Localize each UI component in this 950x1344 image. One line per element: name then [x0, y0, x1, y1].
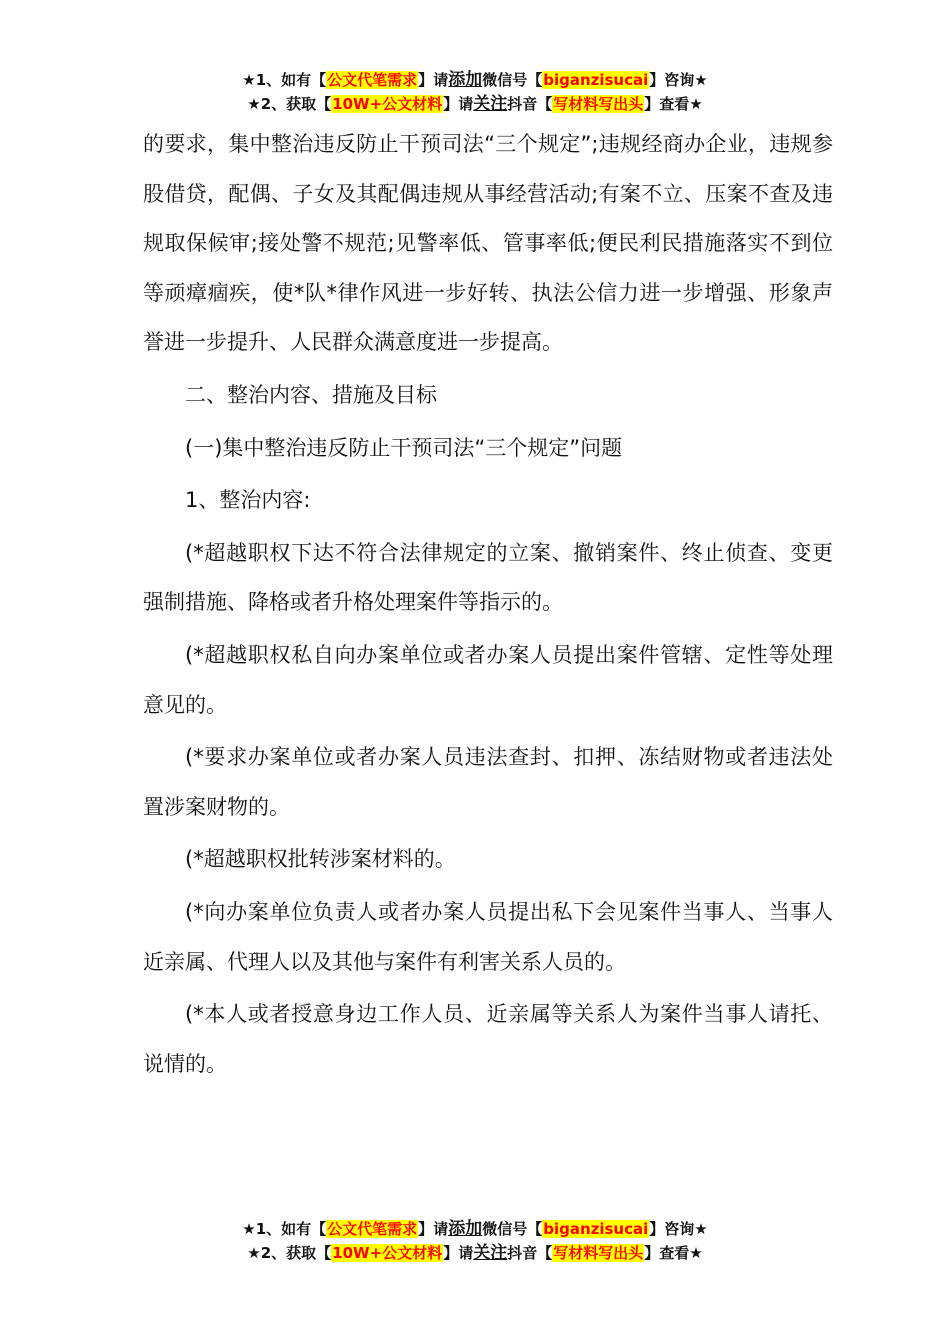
section-heading: 二、整治内容、措施及目标 [185, 382, 437, 407]
list-item: (*超越职权下达不符合法律规定的立案、撤销案件、终止侦查、变更强制措施、降格或者升格处理案件等指示的。 [143, 540, 833, 615]
promo-highlight: 10W+公文材料 [332, 95, 443, 113]
promo-emphasis: 添加 [448, 1219, 483, 1239]
promo-text: ★2、获取【 [247, 1244, 332, 1262]
promo-line-1 [0, 1217, 950, 1241]
document-body [143, 120, 833, 1089]
list-item: (*要求办案单位或者办案人员违法查封、扣押、冻结财物或者违法处置涉案财物的。 [143, 745, 833, 819]
promo-text: 】咨询★ [649, 1220, 708, 1238]
promo-text: 】请 [443, 95, 474, 113]
promo-highlight: 写材料写出头 [553, 95, 644, 113]
promo-highlight: biganzisucai [543, 1220, 649, 1238]
promo-text: 】查看★ [644, 1244, 703, 1262]
subsection-heading: 1、整治内容: [185, 488, 311, 513]
list-item: (*超越职权批转涉案材料的。 [185, 847, 456, 872]
promo-text: 】请 [418, 71, 449, 89]
promo-emphasis: 关注 [473, 94, 508, 114]
promo-emphasis: 添加 [448, 70, 483, 90]
promo-highlight: 10W+公文材料 [332, 1244, 443, 1262]
subsection-heading: (一)集中整治违反防止干预司法“三个规定”问题 [185, 435, 623, 460]
list-item: (*本人或者授意身边工作人员、近亲属等关系人为案件当事人请托、说情的。 [143, 1002, 833, 1076]
promo-text: 抖音【 [507, 1244, 553, 1262]
promo-highlight: biganzisucai [543, 71, 649, 89]
promo-text: ★2、获取【 [247, 95, 332, 113]
promo-emphasis: 关注 [473, 1243, 508, 1263]
promo-text: 】请 [418, 1220, 449, 1238]
promo-line-1 [0, 68, 950, 92]
header-promo-banner [0, 68, 950, 116]
promo-text: 微信号【 [482, 1220, 543, 1238]
promo-line-2 [0, 92, 950, 116]
promo-text: 】咨询★ [649, 71, 708, 89]
promo-text: 】请 [443, 1244, 474, 1262]
promo-text: 】查看★ [644, 95, 703, 113]
promo-highlight: 公文代笔需求 [327, 71, 418, 89]
promo-highlight: 公文代笔需求 [327, 1220, 418, 1238]
footer-promo-banner [0, 1217, 950, 1265]
list-item: (*超越职权私自向办案单位或者办案人员提出案件管辖、定性等处理意见的。 [143, 642, 833, 717]
promo-text: 抖音【 [507, 95, 553, 113]
paragraph: 的要求，集中整治违反防止干预司法“三个规定”;违规经商办企业，违规参股借贷，配偶、子女及其配偶违规从事经营活动;有案不立、压案不查及违规取保候审;接处警不规范;见警率低、管事率低;便民利民措施落实不到位等顽瘴痼疾，使*队*律作风进一步好转、执法公信力进一步增强、形象声誉进一步提升、人民群众满意度进一步提高。 [143, 132, 833, 355]
promo-text: ★1、如有【 [242, 71, 327, 89]
promo-line-2 [0, 1241, 950, 1265]
list-item: (*向办案单位负责人或者办案人员提出私下会见案件当事人、当事人近亲属、代理人以及其他与案件有利害关系人员的。 [143, 899, 833, 974]
promo-text: ★1、如有【 [242, 1220, 327, 1238]
promo-highlight: 写材料写出头 [553, 1244, 644, 1262]
promo-text: 微信号【 [482, 71, 543, 89]
